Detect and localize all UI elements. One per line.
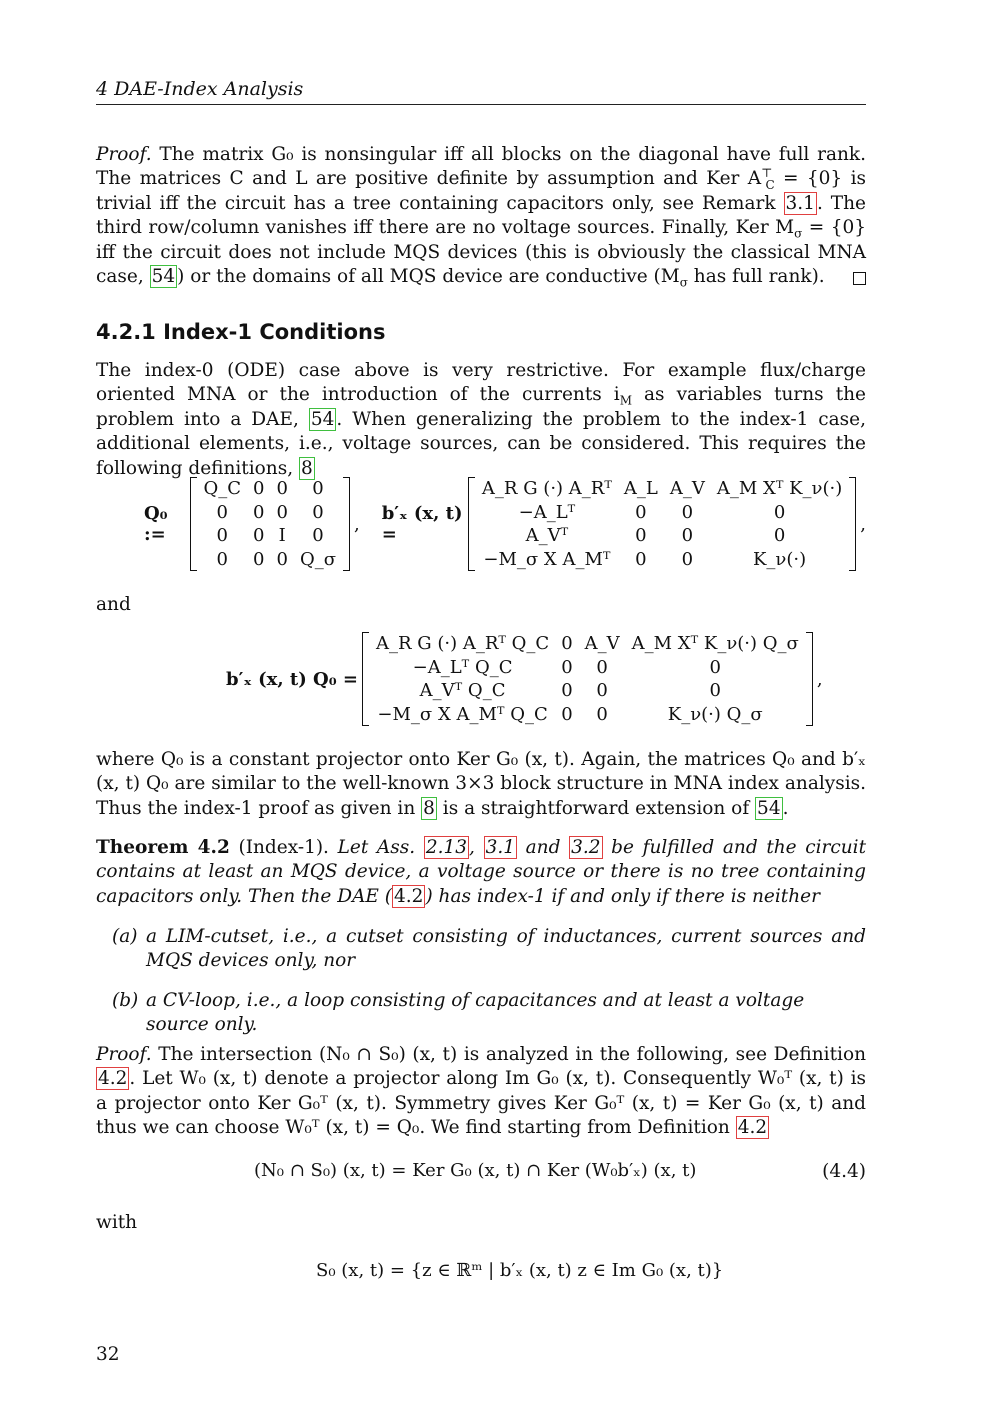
page-number: 32 bbox=[96, 1344, 120, 1365]
cite-link[interactable]: 8 bbox=[300, 457, 313, 479]
equation-number: (4.4) bbox=[822, 1161, 866, 1182]
section-heading: 4.2.1 Index-1 Conditions bbox=[96, 320, 386, 344]
cite-link[interactable]: 54 bbox=[757, 797, 781, 819]
qed-icon bbox=[853, 272, 866, 285]
ref-link[interactable]: 4.2 bbox=[98, 1068, 128, 1090]
and-label: and bbox=[96, 594, 131, 615]
cite-link[interactable]: 54 bbox=[151, 266, 176, 288]
equation-s0: S₀ (x, t) = {z ∈ ℝᵐ | b′ₓ (x, t) z ∈ Im G₀ (x, t)} bbox=[316, 1260, 724, 1281]
theorem-4-2: Theorem 4.2 (Index-1). Let Ass. 2.13 , 3.1 and 3.2 be fulfilled and the circuit contains at least an MQS device, a voltage source or there is no tree containing capacitors only. Then the DAE ( 4.2 ) has index-1 if and only if there is neither bbox=[96, 837, 867, 907]
proof-paragraph-1: Proof. The matrix G₀ is nonsingular iff all blocks on the diagonal have full rank. The matrices C and L are positive definite by assumption and Ker $A^⊤_C = \{0\}$ is trivial iff the circuit has a tree containing capacitors only, see Remark 3.1 . The third row/column vanishes iff there are no voltage sources. Finally, Ker $M_\sigma = \{0\}$ iff the circuit does not include MQS devices (this is obviously the classical MNA case, 54 ) or the domains of all MQS device are conductive ($M_\sigma$ has full rank). bbox=[96, 144, 867, 290]
ref-link[interactable]: 3.2 bbox=[571, 837, 601, 858]
where-paragraph: where Q₀ is a constant projector onto Ker G₀ (x, t). Again, the matrices Q₀ and b′ₓ (x, t) Q₀ are similar to the well-known 3×3 block structure in MNA index analysis. Thus the index-1 proof as given in 8 is a straightforward extension of 54 . bbox=[96, 749, 866, 819]
ref-link[interactable]: 2.13 bbox=[425, 837, 468, 858]
matrix-bx: A_R G (·) A_Rᵀ A_L A_V A_M Xᵀ K_ν(·) −A_Lᵀ 0 0 0 A_Vᵀ 0 0 0 −M_σ X A_Mᵀ 0 0 K_ν(·) bbox=[468, 477, 856, 571]
equation-q0-bx: Q₀ := Q_C 0 0 0 0 0 0 0 0 0 I 0 0 0 0 Q_σ , b′ₓ (x, t) = A_R G (·) A_Rᵀ A_L A_V A_M Xᵀ K_ν(·) −A_Lᵀ 0 0 0 A_Vᵀ 0 0 0 −M_σ X A_Mᵀ 0 0 K_ν(·) , bbox=[144, 478, 866, 570]
with-label: with bbox=[96, 1212, 138, 1233]
cite-link[interactable]: 8 bbox=[423, 797, 435, 819]
proof-label: Proof. bbox=[96, 1044, 152, 1065]
ref-link[interactable]: 3.1 bbox=[485, 837, 515, 858]
matrix-bx-q0: A_R G (·) A_Rᵀ Q_C 0 A_V A_M Xᵀ K_ν(·) Q_σ −A_Lᵀ Q_C 0 0 0 A_Vᵀ Q_C 0 0 0 −M_σ X A_Mᵀ Q_C 0 0 K_ν(·) Q_σ bbox=[362, 632, 813, 726]
ref-link[interactable]: 4.2 bbox=[737, 1117, 768, 1139]
proof-label: Proof. bbox=[96, 144, 152, 165]
matrix-q0: Q_C 0 0 0 0 0 0 0 0 0 I 0 0 0 0 Q_σ bbox=[190, 477, 350, 571]
cite-link[interactable]: 54 bbox=[310, 408, 335, 430]
ref-remark[interactable]: 3.1 bbox=[785, 192, 815, 214]
equation-4-4: (N₀ ∩ S₀) (x, t) = Ker G₀ (x, t) ∩ Ker (W₀b′ₓ) (x, t) bbox=[254, 1160, 697, 1181]
theorem-label: Theorem 4.2 bbox=[96, 837, 230, 858]
list-item: (a) a LIM-cutset, i.e., a cutset consisting of inductances, current sources and MQS devices only, nor bbox=[112, 926, 866, 972]
proof-paragraph-2: Proof. The intersection (N₀ ∩ S₀) (x, t) is analyzed in the following, see Definition 4.2 . Let W₀ (x, t) denote a projector along Im G₀ (x, t). Consequently W₀ᵀ (x, t) is a projector onto Ker G₀ᵀ (x, t). Symmetry gives Ker G₀ᵀ (x, t) = Ker G₀ (x, t) and thus we can choose W₀ᵀ (x, t) = Q₀. We find starting from Definition 4.2 bbox=[96, 1044, 866, 1139]
running-header: 4 DAE-Index Analysis bbox=[96, 78, 866, 105]
intro-paragraph: The index-0 (ODE) case above is very restrictive. For example flux/charge oriented MNA or the introduction of the currents $i_M$ as variables turns the problem into a DAE, 54 . When generalizing the problem to the index-1 case, additional elements, i.e., voltage sources, can be considered. This requires the following definitions, 8 bbox=[96, 360, 867, 479]
equation-bx-q0: b′ₓ (x, t) Q₀ = A_R G (·) A_Rᵀ Q_C 0 A_V A_M Xᵀ K_ν(·) Q_σ −A_Lᵀ Q_C 0 0 0 A_Vᵀ Q_C 0 0 0 −M_σ X A_Mᵀ Q_C 0 0 K_ν(·) Q_σ , bbox=[226, 633, 823, 725]
ref-link[interactable]: 4.2 bbox=[394, 885, 424, 907]
list-item: (b) a CV-loop, i.e., a loop consisting of capacitances and at least a voltage source only. bbox=[112, 990, 805, 1036]
